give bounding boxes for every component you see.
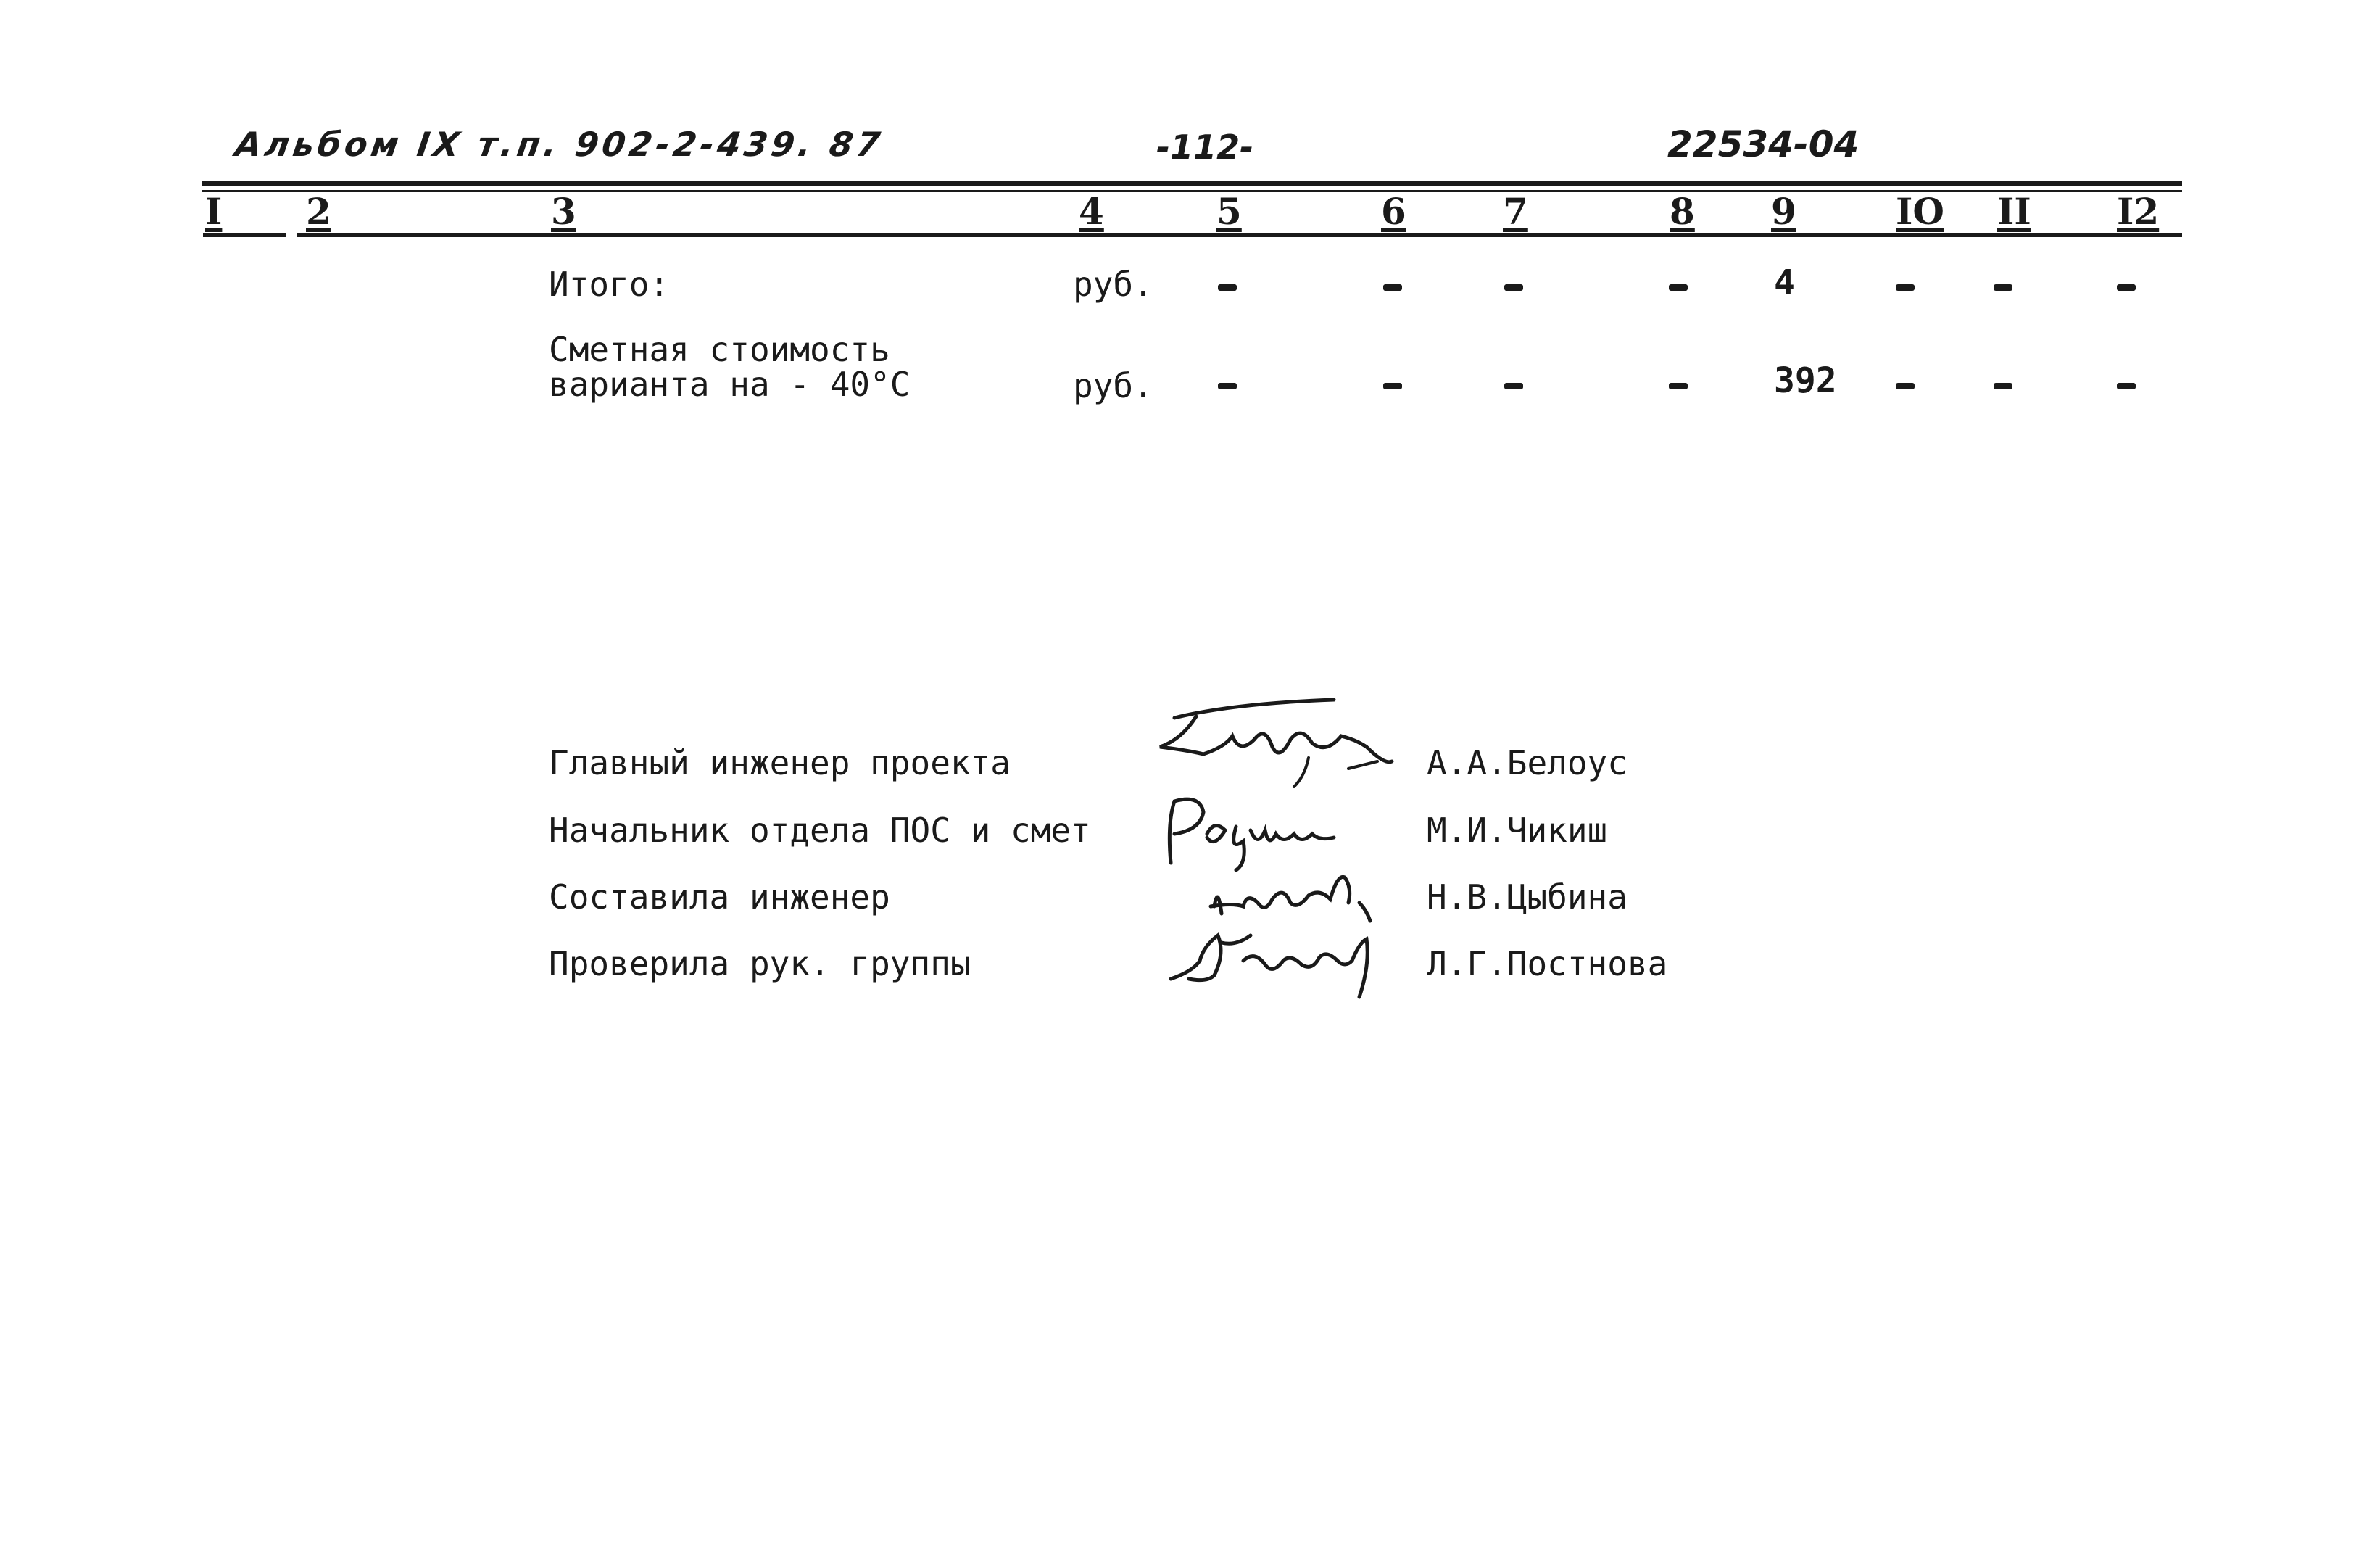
signatory-name: Н.В.Цыбина <box>1427 877 1628 917</box>
empty-cell-dash <box>1504 284 1523 291</box>
handwritten-signature <box>1164 921 1396 1001</box>
handwritten-signature <box>1203 863 1399 928</box>
empty-cell-dash <box>1218 284 1237 291</box>
column-number: II <box>1997 190 2031 233</box>
row-label: Итого: <box>549 265 670 304</box>
empty-cell-dash <box>2117 383 2136 389</box>
document-code: 22534-04 <box>1667 123 1859 165</box>
empty-cell-dash <box>1994 284 2012 291</box>
column-number: 8 <box>1670 190 1695 233</box>
column-number: 5 <box>1216 190 1242 233</box>
column-number: IO <box>1896 190 1944 233</box>
handwritten-signature <box>1156 794 1374 874</box>
row-unit: руб. <box>1073 265 1153 304</box>
column-header-underline <box>203 233 286 237</box>
column-number: 3 <box>551 190 576 233</box>
column-number: I <box>205 190 223 233</box>
empty-cell-dash <box>2117 284 2136 291</box>
empty-cell-dash <box>1896 284 1915 291</box>
page-number: -112- <box>1156 128 1254 167</box>
column-number: 4 <box>1079 190 1104 233</box>
signatory-title: Начальник отдела ПОС и смет <box>549 811 1091 850</box>
empty-cell-dash <box>1669 383 1688 389</box>
empty-cell-dash <box>1218 383 1237 389</box>
header-rule-bottom <box>202 190 2182 192</box>
empty-cell-dash <box>1669 284 1688 291</box>
empty-cell-dash <box>1896 383 1915 389</box>
column-number: 7 <box>1503 190 1528 233</box>
row-label: Сметная стоимость <box>549 330 890 369</box>
signatory-name: Л.Г.Постнова <box>1427 944 1668 983</box>
row-unit: руб. <box>1073 366 1153 405</box>
signatory-title: Составила инженер <box>549 877 890 917</box>
signatory-name: М.И.Чикиш <box>1427 811 1608 850</box>
column-number: 2 <box>306 190 331 233</box>
album-reference: Альбом IX т.п. 902-2-439. 87 <box>233 125 887 164</box>
empty-cell-dash <box>1994 383 2012 389</box>
signatory-name: А.А.Белоус <box>1427 743 1628 782</box>
header-rule-top <box>202 181 2182 186</box>
empty-cell-dash <box>1383 383 1402 389</box>
column-header-underline <box>297 233 2182 237</box>
row-value: 392 <box>1774 360 1837 401</box>
handwritten-signature <box>1145 696 1406 790</box>
signatory-title: Главный инженер проекта <box>549 743 1011 782</box>
row-label: варианта на - 40°С <box>549 365 911 404</box>
empty-cell-dash <box>1383 284 1402 291</box>
signatory-title: Проверила рук. группы <box>549 944 971 983</box>
column-number: 6 <box>1381 190 1406 233</box>
column-number: 9 <box>1771 190 1796 233</box>
row-value: 4 <box>1774 262 1795 303</box>
column-number: I2 <box>2117 190 2160 233</box>
empty-cell-dash <box>1504 383 1523 389</box>
